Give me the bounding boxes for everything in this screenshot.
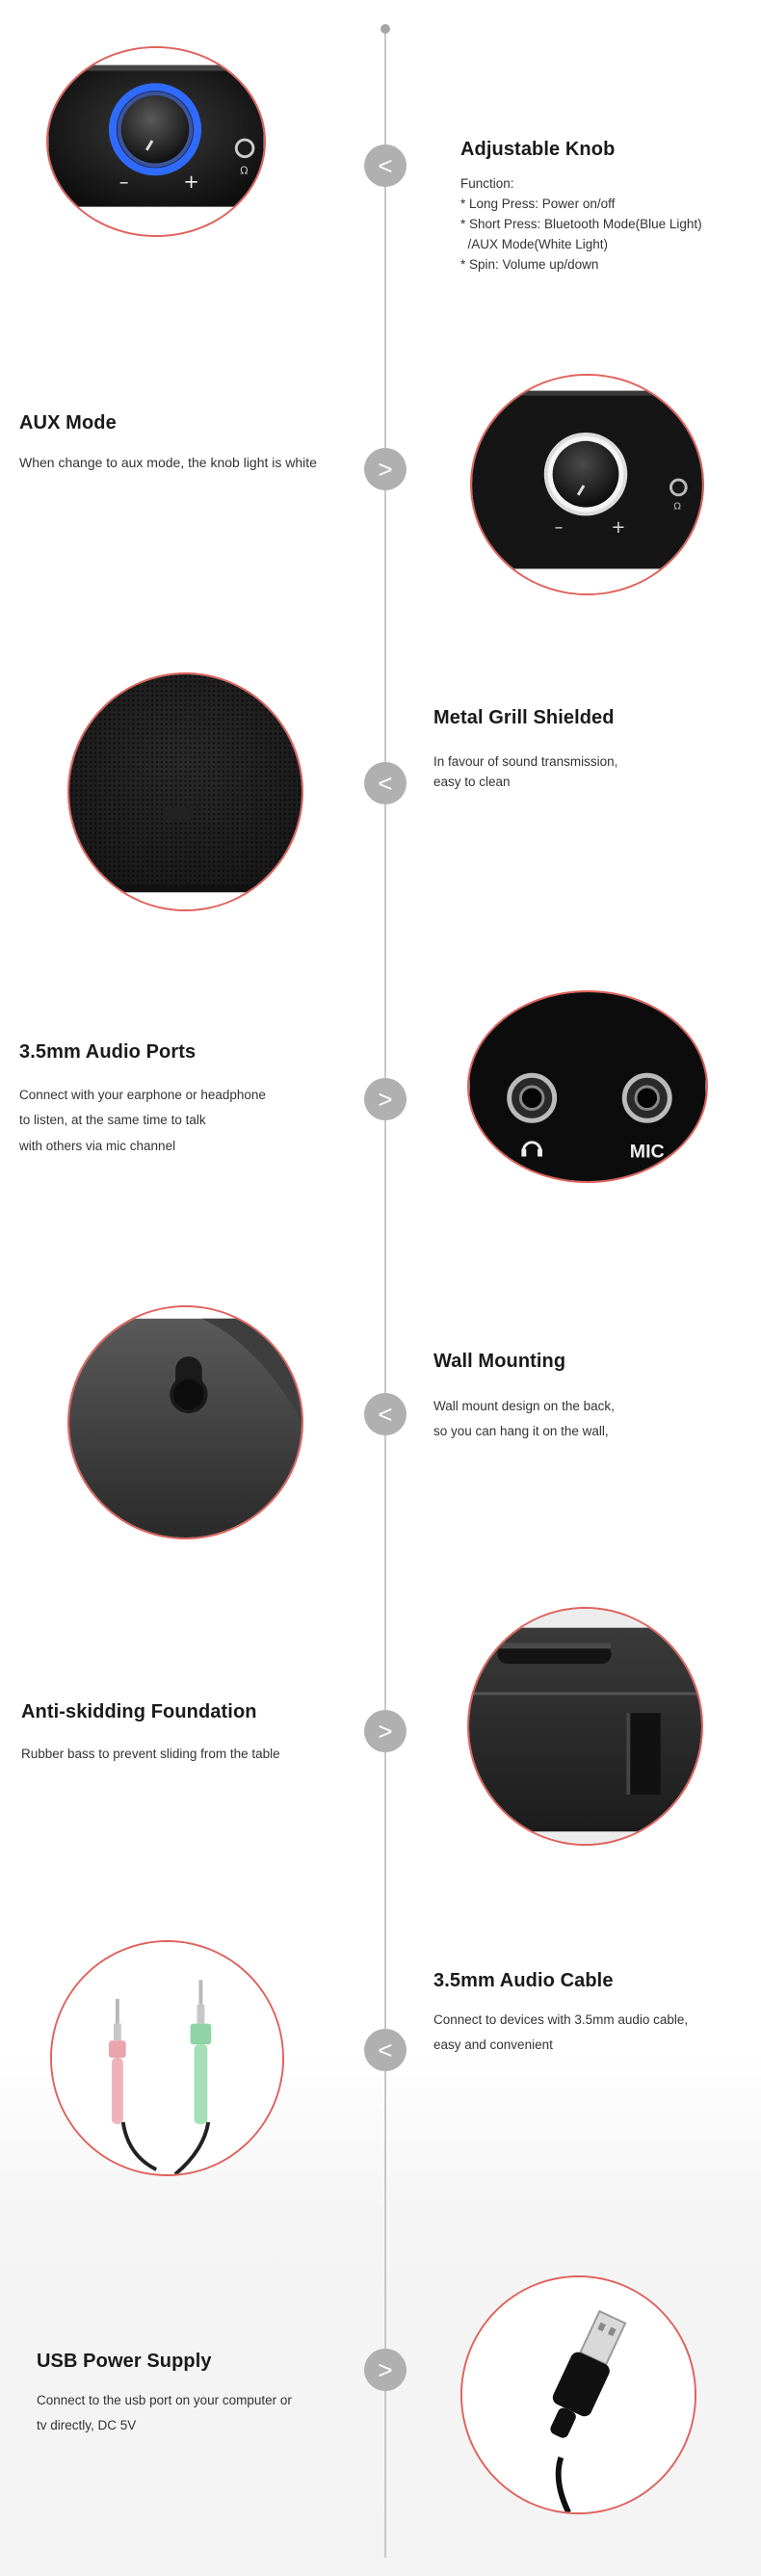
feature-line: Connect to the usb port on your computer or (37, 2393, 292, 2407)
feature-line: with others via mic channel (19, 1138, 176, 1153)
feature-title: AUX Mode (19, 412, 117, 434)
feature-line: /AUX Mode(White Light) (460, 236, 609, 251)
chevron-left-icon: < (378, 2036, 393, 2064)
feature-adjustable-knob (460, 139, 754, 276)
usb-cable-photo (460, 2275, 696, 2514)
feature-line: Connect to devices with 3.5mm audio cable, (433, 2012, 689, 2027)
svg-text:Ω: Ω (240, 164, 249, 177)
feature-line: so you can hang it on the wall, (433, 1424, 609, 1439)
mic-label: MIC (629, 1141, 665, 1163)
chevron-left-icon: < (378, 151, 393, 180)
feature-line: easy to clean (433, 774, 511, 789)
audio-ports-photo (467, 990, 708, 1183)
feature-title: Wall Mounting (433, 1351, 566, 1372)
timeline-node-2 (364, 448, 407, 490)
feature-line: Connect with your earphone or headphone (19, 1088, 266, 1102)
knob-white-photo (470, 374, 704, 595)
chevron-right-icon: > (378, 2355, 393, 2384)
knob-white-image (472, 376, 702, 593)
timeline-node-5 (364, 1393, 407, 1435)
feature-audio-cable (433, 1970, 751, 2059)
timeline-node-6 (364, 1710, 407, 1752)
svg-text:Ω: Ω (673, 501, 681, 513)
knob-blue-photo (46, 46, 266, 237)
knob-minus-label: – (554, 518, 564, 539)
timeline-node-4 (364, 1078, 407, 1120)
feature-line: easy and convenient (433, 2037, 553, 2053)
timeline-node-7 (364, 2029, 407, 2071)
metal-grill-photo (67, 672, 303, 911)
knob-plus-label: + (183, 171, 199, 194)
feature-title: 3.5mm Audio Ports (19, 1041, 197, 1063)
feature-line: Function: (460, 176, 514, 191)
chevron-left-icon: < (378, 769, 393, 798)
feature-line: When change to aux mode, the knob light is white (19, 455, 317, 470)
feature-title: Adjustable Knob (460, 139, 616, 160)
feature-metal-grill (433, 707, 742, 793)
wall-mount-photo (67, 1305, 303, 1539)
knob-plus-label: + (611, 518, 626, 539)
usb-cable-image (462, 2277, 695, 2512)
chevron-right-icon: > (378, 1717, 393, 1746)
timeline-start-dot (380, 24, 390, 34)
knob-blue-image (48, 48, 264, 235)
feature-line: * Spin: Volume up/down (460, 256, 599, 272)
timeline-node-3 (364, 762, 407, 804)
feature-usb-power (37, 2351, 354, 2439)
knob-minus-label: – (118, 171, 129, 194)
feature-line: * Short Press: Bluetooth Mode(Blue Light) (460, 216, 702, 231)
chevron-left-icon: < (378, 1400, 393, 1429)
chevron-right-icon: > (378, 455, 393, 484)
metal-grill-image (69, 674, 302, 909)
feature-line: Rubber bass to prevent sliding from the table (21, 1747, 280, 1761)
feature-aux-mode (19, 412, 356, 476)
feature-title: Metal Grill Shielded (433, 707, 615, 728)
feature-line: to listen, at the same time to talk (19, 1113, 206, 1128)
timeline-line (384, 29, 386, 2558)
feature-audio-ports (19, 1041, 366, 1159)
timeline-node-8 (364, 2349, 407, 2391)
rubber-foot-photo (467, 1607, 703, 1846)
feature-line: Wall mount design on the back, (433, 1399, 615, 1413)
chevron-right-icon: > (378, 1085, 393, 1114)
feature-line: * Long Press: Power on/off (460, 196, 616, 211)
feature-title: USB Power Supply (37, 2351, 212, 2372)
feature-wall-mounting (433, 1351, 742, 1445)
audio-ports-image (469, 992, 706, 1181)
rubber-foot-image (469, 1609, 701, 1844)
audio-cable-photo (50, 1940, 284, 2176)
timeline-node-1 (364, 145, 407, 187)
feature-line: In favour of sound transmission, (433, 754, 618, 769)
feature-title: 3.5mm Audio Cable (433, 1970, 614, 1991)
feature-anti-skidding (21, 1701, 368, 1765)
feature-title: Anti-skidding Foundation (21, 1701, 257, 1722)
audio-cable-image (52, 1942, 282, 2174)
wall-mount-image (69, 1307, 302, 1538)
feature-line: tv directly, DC 5V (37, 2418, 137, 2433)
